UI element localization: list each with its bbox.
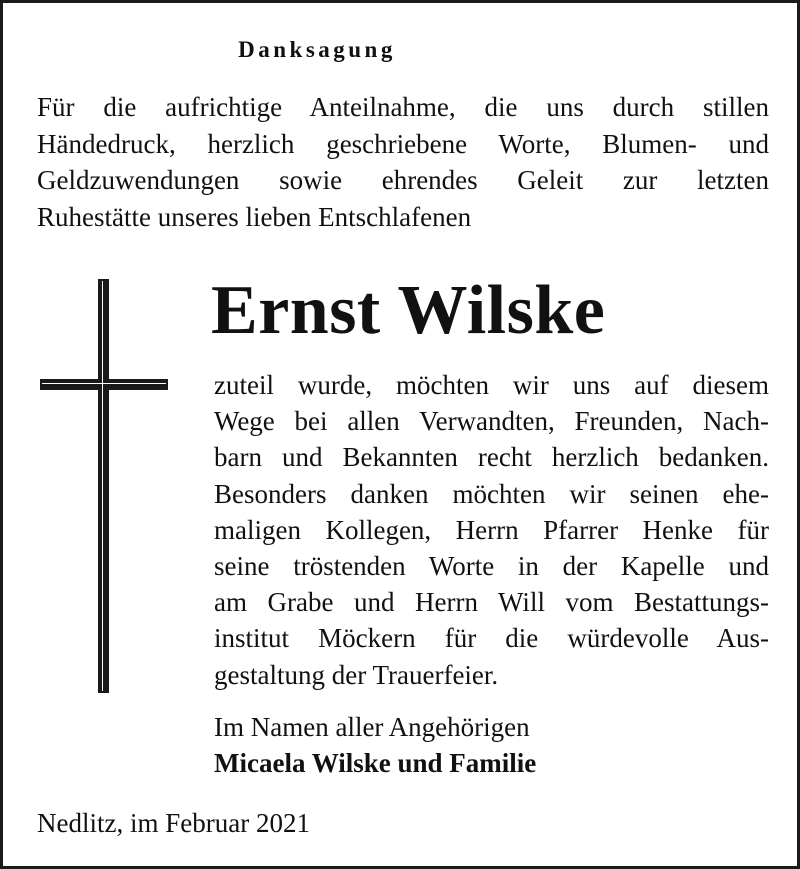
place-date: Nedlitz, im Februar 2021 (37, 808, 310, 838)
body-line: Besonders danken möchten wir seinen ehe- (214, 478, 769, 509)
thanks-paragraph (214, 367, 769, 693)
cross-vertical-beam (98, 279, 109, 693)
deceased-name: Ernst Wilske (211, 272, 606, 349)
notice-heading: Danksagung (238, 37, 396, 62)
body-line: Wege bei allen Verwandten, Freunden, Nach- (214, 406, 769, 437)
body-line: seine tröstenden Worte in der Kapelle und (214, 551, 769, 582)
intro-line: Ruhestätte unseres lieben Entschlafenen (37, 201, 472, 232)
cross-horizontal-beam (40, 379, 168, 390)
body-line: am Grabe und Herrn Will vom Bestattungs- (214, 587, 769, 618)
intro-paragraph (37, 89, 769, 235)
cross-horizontal-highlight (42, 383, 166, 384)
signature-block (214, 709, 536, 781)
intro-line: Geldzuwendungen sowie ehrendes Geleit zur letzten (37, 165, 769, 195)
signature-intro: Im Namen aller Angehörigen (214, 712, 530, 742)
body-line: gestaltung der Trauerfeier. (214, 659, 499, 690)
intro-line: Händedruck, herzlich geschriebene Worte, Blumen- und (37, 128, 769, 159)
intro-line: Für die aufrichtige Anteilnahme, die uns durch stillen (37, 92, 769, 122)
signature-name: Micaela Wilske und Familie (214, 748, 537, 778)
body-line: institut Möckern für die würdevolle Aus- (214, 623, 769, 654)
cross-vertical-highlight (102, 281, 103, 691)
body-line: zuteil wurde, möchten wir uns auf diesem (214, 370, 769, 400)
body-line: maligen Kollegen, Herrn Pfarrer Henke für (214, 514, 769, 545)
body-line: barn und Bekannten recht herzlich bedanken. (214, 442, 769, 473)
